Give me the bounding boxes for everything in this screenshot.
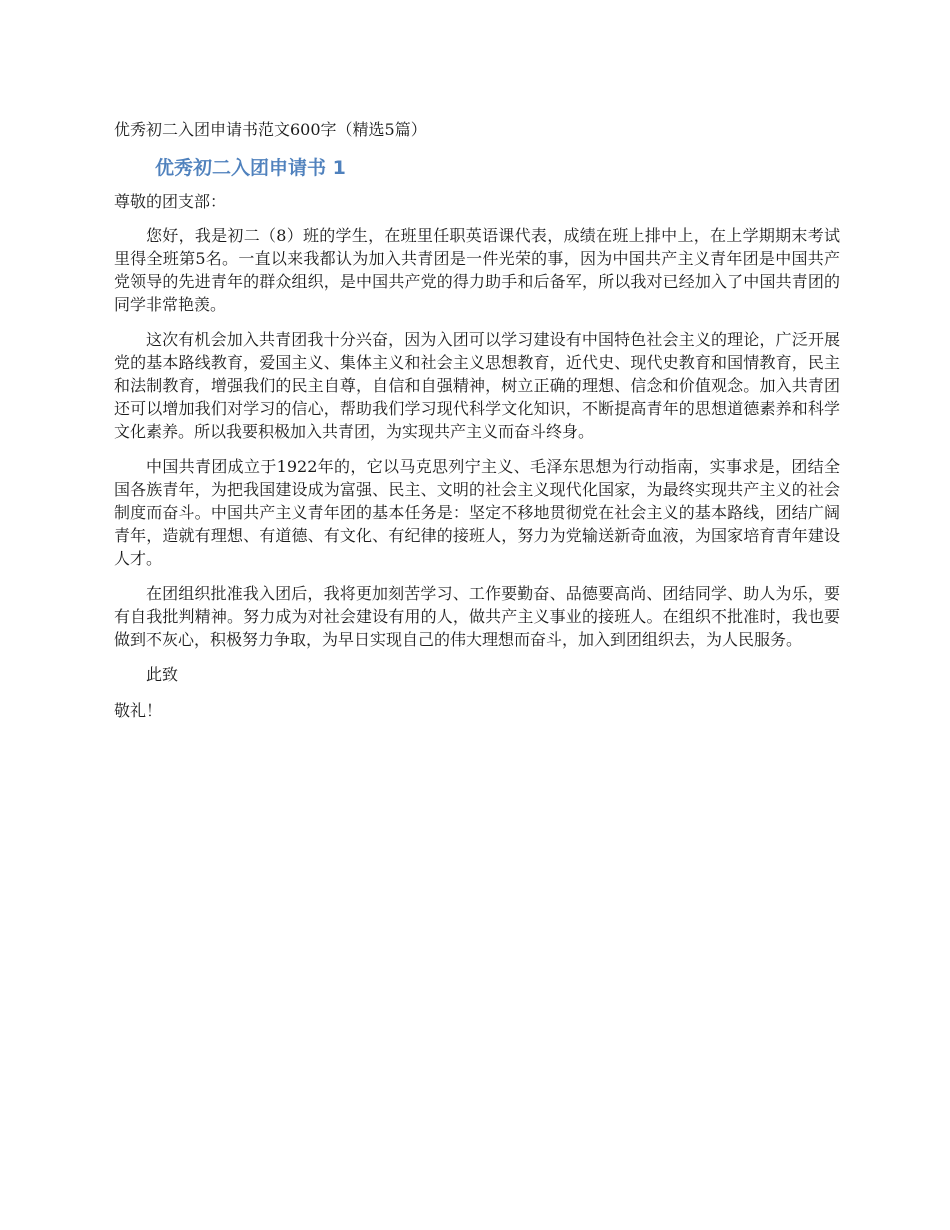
document-title: 优秀初二入团申请书范文600字（精选5篇） (114, 120, 427, 139)
closing-line: 此致 (146, 665, 179, 684)
document-page (114, 118, 840, 723)
greeting: 尊敬的团支部： (114, 192, 227, 211)
body-paragraph-2: 这次有机会加入共青团我十分兴奋，因为入团可以学习建设有中国特色社会主义的理论，广泛开展党的基本路线教育，爱国主义、集体主义和社会主义思想教育，近代史、现代史教育和国情教育，民主和法制教育，增强我们的民主自尊，自信和自强精神，树立正确的理想、信念和价值观念。加入共青团还可以增加我们对学习的信心，帮助我们学习现代科学文化知识，不断提高青年的思想道德素养和科学文化素养。所以我要积极加入共青团，为实现共产主义而奋斗终身。 (114, 330, 840, 441)
body-paragraph-4: 在团组织批准我入团后，我将更加刻苦学习、工作要勤奋、品德要高尚、团结同学、助人为乐，要有自我批判精神。努力成为对社会建设有用的人，做共产主义事业的接班人。在组织不批准时，我也要做到不灰心，积极努力争取，为早日实现自己的伟大理想而奋斗，加入到团组织去，为人民服务。 (114, 584, 840, 649)
salutation-line: 敬礼！ (114, 701, 163, 720)
body-paragraph-3: 中国共青团成立于1922年的，它以马克思列宁主义、毛泽东思想为行动指南，实事求是，团结全国各族青年，为把我国建设成为富强、民主、文明的社会主义现代化国家，为最终实现共产主义的社会制度而奋斗。中国共产主义青年团的基本任务是：坚定不移地贯彻党在社会主义的基本路线，团结广阔青年，造就有理想、有道德、有文化、有纪律的接班人，努力为党输送新奇血液，为国家培育青年建设人才。 (114, 457, 840, 568)
section-heading: 优秀初二入团申请书 1 (155, 157, 346, 179)
body-paragraph-1: 您好，我是初二（8）班的学生，在班里任职英语课代表，成绩在班上排中上，在上学期期末考试里得全班第5名。一直以来我都认为加入共青团是一件光荣的事，因为中国共产主义青年团是中国共产党领导的先进青年的群众组织，是中国共产党的得力助手和后备军，所以我对已经加入了中国共青团的同学非常艳羡。 (114, 226, 840, 314)
